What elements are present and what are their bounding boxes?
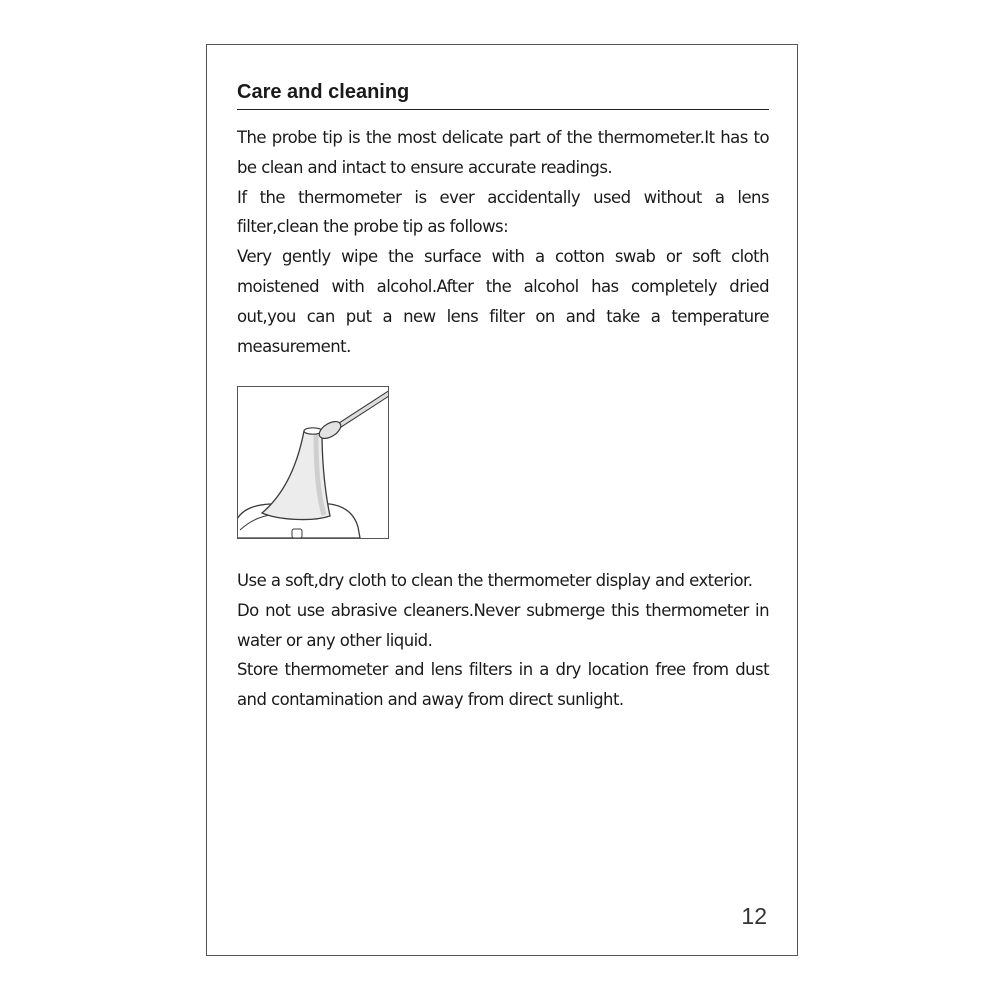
paragraph-probe-tip: The probe tip is the most delicate part of the thermometer.It has to be clean and intact to ensure accurate readings. [237, 128, 769, 177]
paragraph-storage: Store thermometer and lens filters in a dry location free from dust and contamination and away from direct sunlight. [237, 660, 769, 710]
paragraph-without-filter: If the thermometer is ever accidentally used without a lens filter,clean the probe tip as follows: [237, 187, 769, 237]
heading-underline [237, 109, 769, 110]
paragraph-dry-cloth: Use a soft,dry cloth to clean the thermometer display and exterior. [237, 571, 753, 590]
instructions-top [237, 123, 769, 361]
manual-page [206, 44, 798, 956]
cleaning-illustration [237, 386, 389, 539]
section-heading: Care and cleaning [237, 81, 410, 103]
paragraph-wipe-surface: Very gently wipe the surface with a cotton swab or soft cloth moistened with alcohol.After the alcohol has completely dried out,you can put a new lens filter on and take a temperature measurement. [237, 247, 769, 356]
instructions-bottom [237, 566, 769, 715]
page-number: 12 [741, 903, 767, 929]
paragraph-no-abrasive: Do not use abrasive cleaners.Never submerge this thermometer in water or any other liquid. [237, 600, 769, 650]
probe-swab-drawing [238, 387, 388, 538]
